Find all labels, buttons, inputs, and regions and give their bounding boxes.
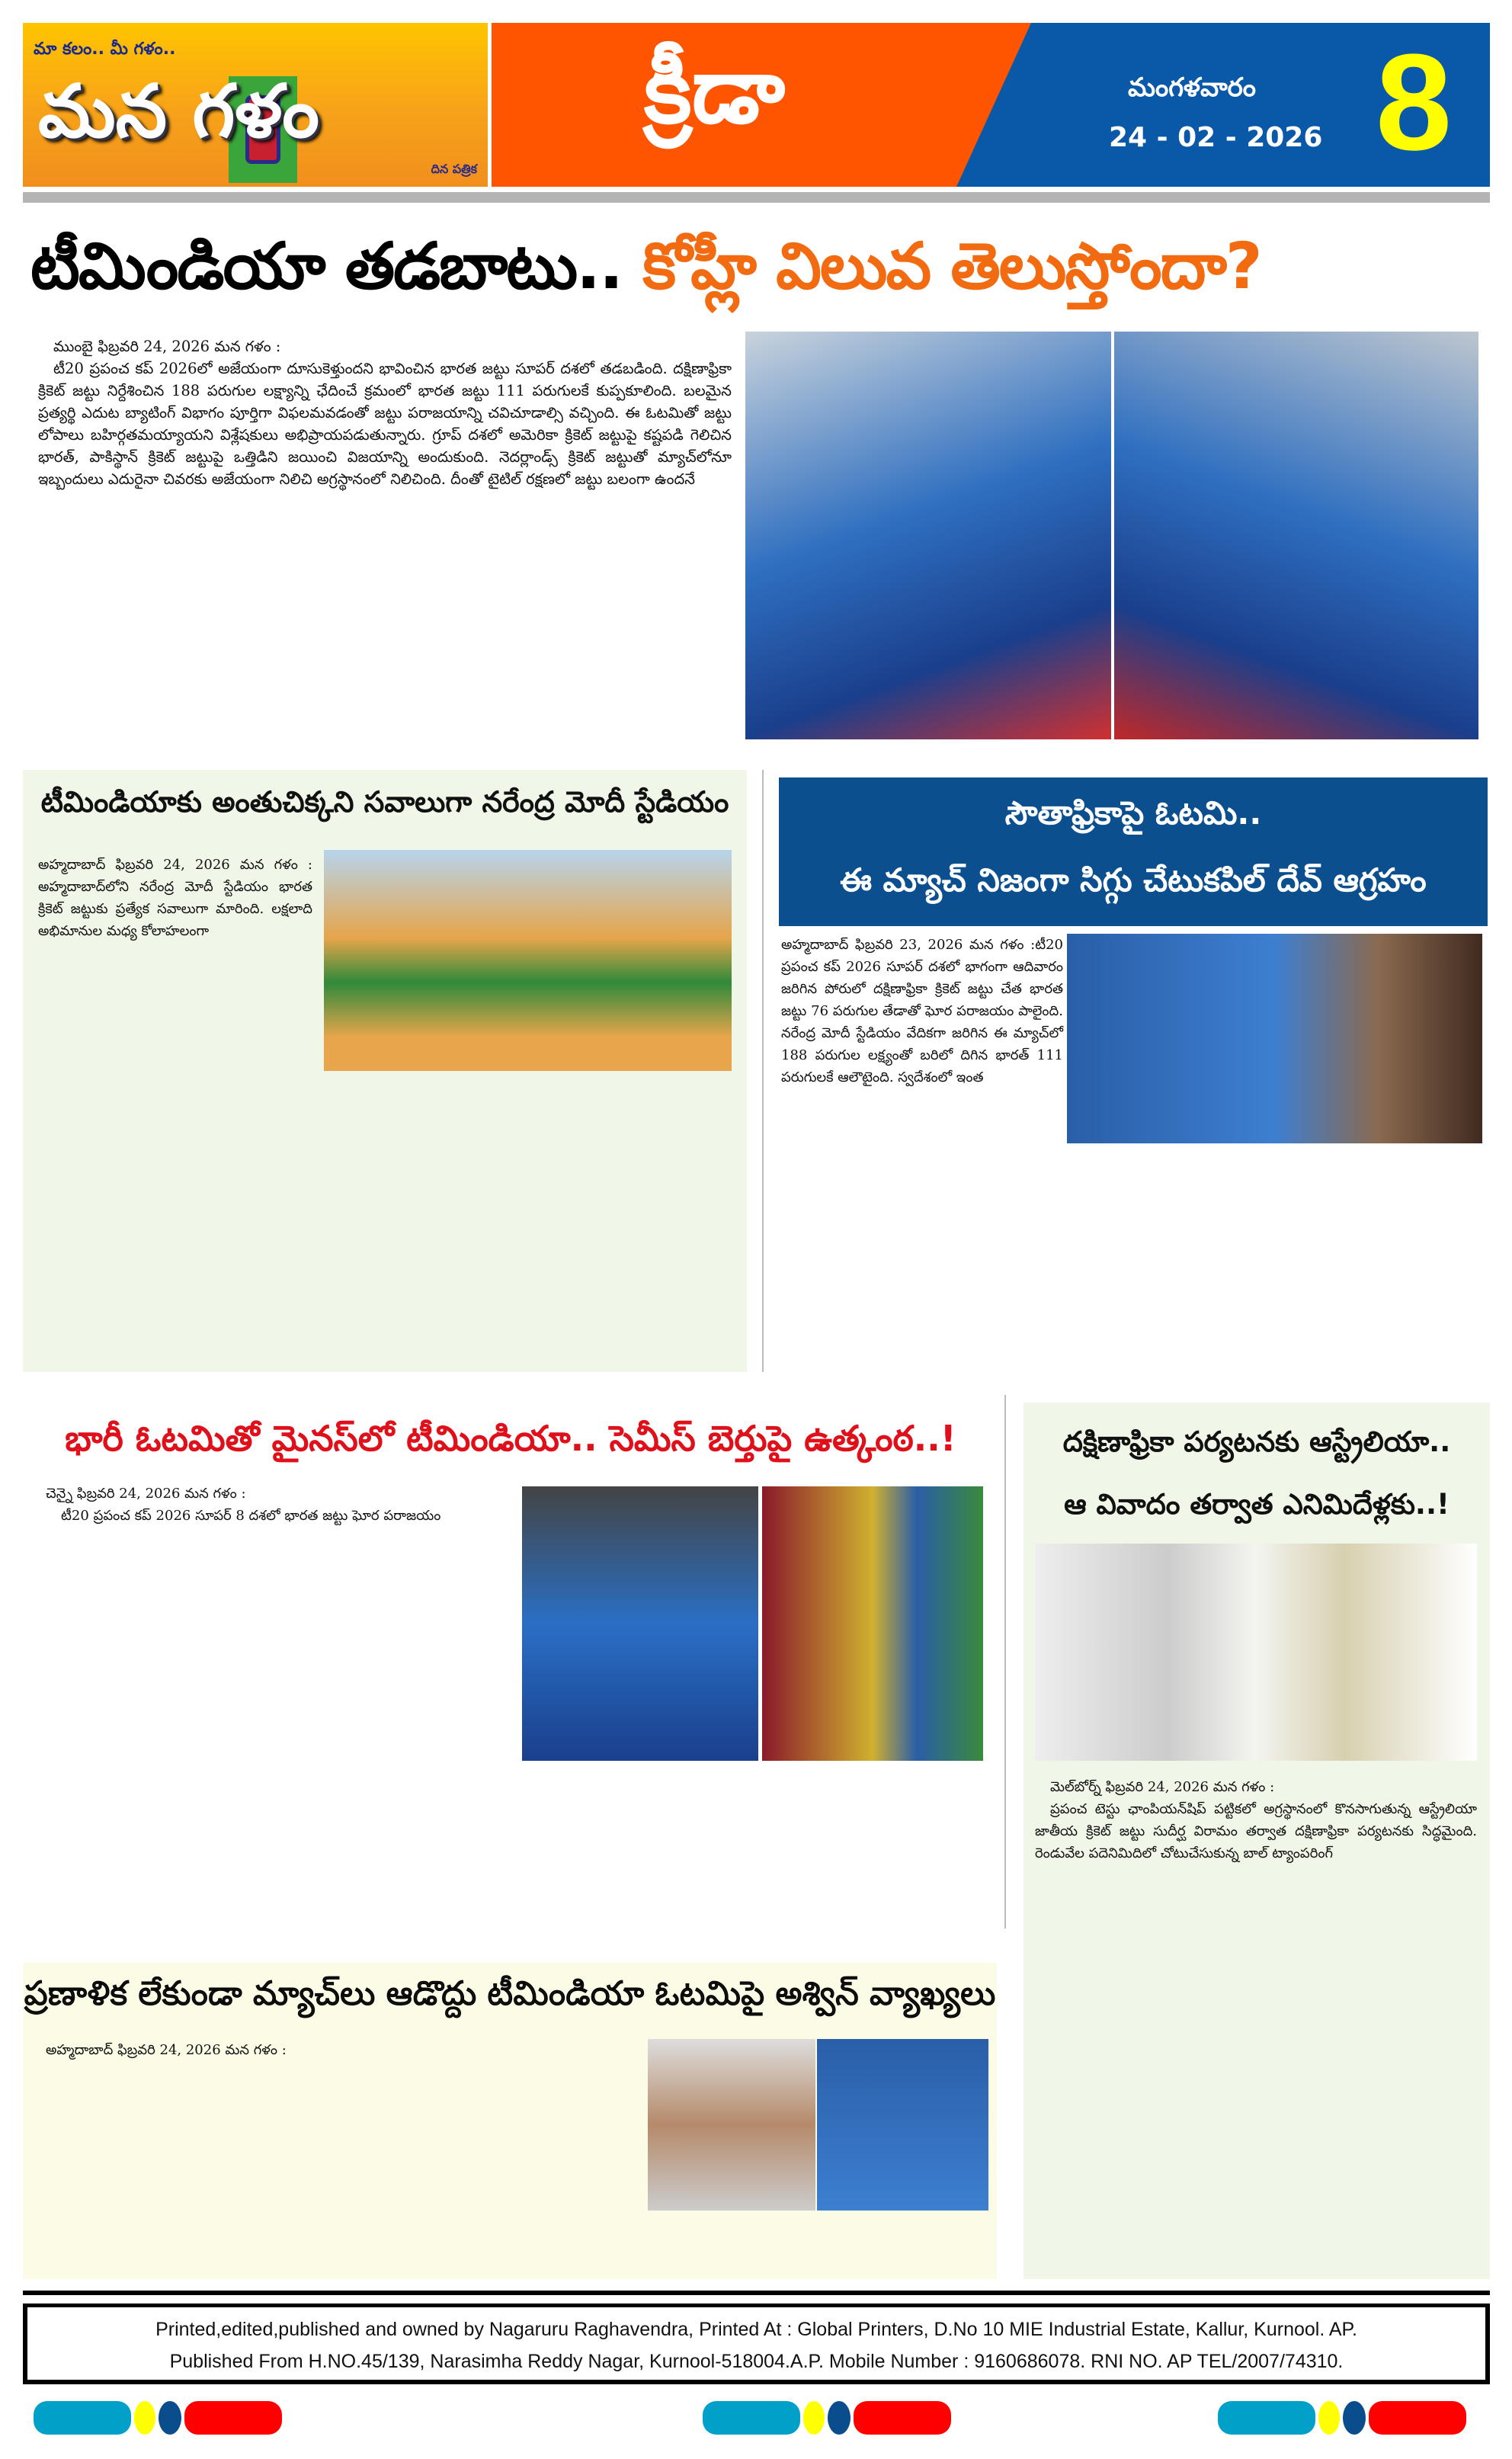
stadium-article xyxy=(23,770,747,1372)
color-registration-mark xyxy=(34,2401,282,2435)
divider xyxy=(23,192,1490,203)
australia-body: ప్రపంచ టెస్టు ఛాంపియన్‌షిప్ పట్టికలో అగ్రస్థానంలో కొనసాగుతున్న ఆస్ట్రేలియా జాతీయ క్రికెట్ జట్టు సుదీర్ఘ విరామం తర్వాత దక్షిణాఫ్రికా పర్యటనకు సిద్ధమైంది. రెండువేల పదెనిమిదిలో చోటుచేసుకున్న బాల్ ట్యాంపరింగ్ xyxy=(1035,1801,1477,1861)
ashwin-headline: ప్రణాళిక లేకుండా మ్యాచ్‌లు ఆడొద్దు టీమిండియా ఓటమిపై అశ్విన్ వ్యాఖ్యలు xyxy=(24,1974,996,2013)
semis-article xyxy=(46,1483,503,1527)
kohli-photo-2 xyxy=(1114,332,1478,739)
lead-body: టీ20 ప్రపంచ కప్ 2026లో అజేయంగా దూసుకెళ్తుందని భావించిన భారత జట్టు సూపర్ దశలో తడబడింది. దక్షిణాఫ్రికా క్రికెట్ జట్టు నిర్దేశించిన 188 పరుగుల లక్ష్యాన్ని ఛేదించే క్రమంలో భారత జట్టు 111 పరుగులకే కుప్పకూలింది. బలమైన ప్రత్యర్థి ఎదుట బ్యాటింగ్ విభాగం పూర్తిగా విఫలమవడంతో జట్టు పరాజయాన్ని చవిచూడాల్సి వచ్చింది. ఈ ఓటమితో జట్టు లోపాలు బహిర్గతమయ్యాయని విశ్లేషకులు అభిప్రాయపడుతున్నారు. గ్రూప్ దశలో అమెరికా క్రికెట్ జట్టుపై కష్టపడి గెలిచిన భారత్, పాకిస్థాన్ క్రికెట్ జట్టుపై ఒత్తిడిని జయించి విజయాన్ని అందుకుంది. నెదర్లాండ్స్ క్రికెట్ జట్టుతో మ్యాచ్‌లోనూ ఇబ్బందులు ఎదురైనా చివరకు అజేయంగా నిలిచి అగ్రస్థానంలో నిలిచింది. దీంతో టైటిల్ రక్షణలో జట్టు బలంగా ఉందనే xyxy=(38,360,732,488)
australia-headline-2: ఆ వివాదం తర్వాత ఎనిమిదేళ్లకు..! xyxy=(1064,1488,1450,1521)
ashwin-photo xyxy=(648,2039,815,2211)
kapil-body: అహ్మదాబాద్ ఫిబ్రవరి 23, 2026 మన గళం :టీ20 ప్రపంచ కప్ 2026 సూపర్ దశలో భాగంగా ఆదివారం జరిగిన పోరులో దక్షిణాఫ్రికా క్రికెట్ జట్టు చేత భారత జట్టు 76 పరుగుల తేడాతో ఘోర పరాజయం పాలైంది. నరేంద్ర మోదీ స్టేడియం వేదికగా జరిగిన ఈ మ్యాచ్‌లో 188 పరుగుల లక్ష్యంతో బరిలో దిగిన భారత్ 111 పరుగులకే ఆలౌటైంది. స్వదేశంలో ఇంత xyxy=(781,937,1063,1085)
imprint-box xyxy=(23,2304,1490,2384)
column-divider xyxy=(762,770,764,1372)
stadium-photo xyxy=(324,850,732,1071)
team-photo xyxy=(817,2039,988,2211)
imprint-line-2: Published From H.NO.45/139, Narasimha Reddy Nagar, Kurnool-518004.A.P. Mobile Number : 9160686078. RNI NO. AP TEL/2007/74310. xyxy=(169,2351,1344,2372)
lead-dateline: ముంబై ఫిబ్రవరి 24, 2026 మన గళం : xyxy=(53,338,281,355)
masthead-logo xyxy=(23,23,488,187)
issue-date: 24 - 02 - 2026 xyxy=(1109,122,1323,153)
lead-headline-orange: కోహ్లీ విలువ తెలుస్తోందా? xyxy=(642,229,1261,303)
australia-dateline: మెల్‌బోర్న్ ఫిబ్రవరి 24, 2026 మన గళం : xyxy=(1050,1779,1275,1795)
lead-headline-black: టీమిండియా తడబాటు.. xyxy=(30,229,622,303)
section-title: క్రీడా xyxy=(644,38,786,144)
column-divider xyxy=(1004,1395,1006,1928)
stadium-body: అహ్మదాబాద్ ఫిబ్రవరి 24, 2026 మన గళం : అహ్మదాబాద్‌లోని నరేంద్ర మోదీ స్టేడియం భారత క్రికెట్ జట్టుకు ప్రత్యేక సవాలుగా మారింది. లక్షలాది అభిమానుల మధ్య కోలాహలంగా xyxy=(38,857,312,939)
ashwin-article xyxy=(23,1963,997,2279)
kapil-headline-box xyxy=(779,777,1488,926)
australia-headline-1: దక్షిణాఫ్రికా పర్యటనకు ఆస్ట్రేలియా.. xyxy=(1062,1425,1451,1458)
batsman-photo xyxy=(522,1486,758,1761)
kapil-headline-1: సౌతాఫ్రికాపై ఓటమి.. xyxy=(1004,794,1262,832)
issue-day: మంగళవారం xyxy=(1128,72,1256,103)
kapil-team-photo xyxy=(1067,934,1482,1143)
kapil-headline-2: ఈ మ్యాచ్ నిజంగా సిగ్గు చేటుకపిల్ దేవ్ ఆగ్రహం xyxy=(840,861,1427,899)
australia-article xyxy=(1023,1403,1490,2279)
semis-headline: భారీ ఓటమితో మైనస్‌లో టీమిండియా.. సెమీస్ బెర్తుపై ఉత్కంఠ..! xyxy=(65,1418,956,1459)
logo-tagline: మా కలం.. మీ గళం.. xyxy=(34,40,176,59)
section-banner xyxy=(492,23,1490,187)
page-number: 8 xyxy=(1376,26,1453,179)
australia-photo xyxy=(1035,1544,1477,1761)
teams-photo xyxy=(762,1486,983,1761)
color-registration-mark xyxy=(703,2401,951,2435)
color-registration-mark xyxy=(1218,2401,1466,2435)
semis-dateline: చెన్నై ఫిబ్రవరి 24, 2026 మన గళం : xyxy=(46,1486,246,1502)
rule xyxy=(23,2291,1490,2295)
lead-headline xyxy=(30,229,1486,319)
imprint-line-1: Printed,edited,published and owned by Nagaruru Raghavendra, Printed At : Global Printers, D.No 10 MIE Industrial Estate, Kallur, Kurnool. AP. xyxy=(155,2319,1357,2340)
ashwin-dateline: అహ్మదాబాద్ ఫిబ్రవరి 24, 2026 మన గళం : xyxy=(46,2042,287,2058)
kohli-photo-1 xyxy=(745,332,1111,739)
stadium-headline: టీమిండియాకు అంతుచిక్కని సవాలుగా నరేంద్ర మోదీ స్టేడియం xyxy=(40,785,729,819)
lead-article xyxy=(38,335,732,490)
logo-name: మన గళం xyxy=(38,69,319,154)
semis-body: టీ20 ప్రపంచ కప్ 2026 సూపర్ 8 దశలో భారత జట్టు ఘోర పరాజయం xyxy=(61,1508,441,1524)
logo-subtitle: దిన పత్రిక xyxy=(431,162,477,176)
australia-text xyxy=(1035,1776,1477,1864)
